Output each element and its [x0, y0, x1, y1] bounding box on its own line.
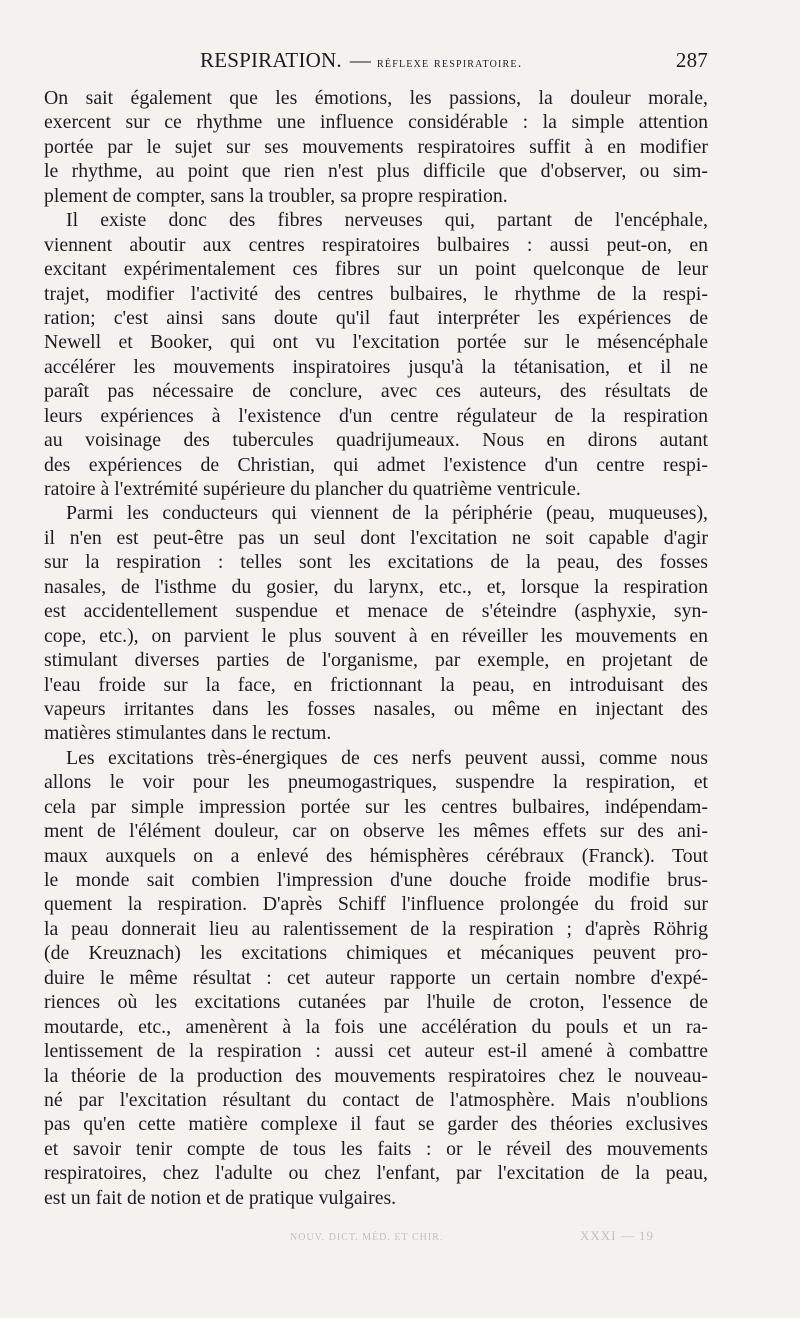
text-line: le rhythme, au point que rien n'est plus difficile que d'observer, ou sim-	[44, 160, 708, 183]
text-line: duire le même résultat : cet auteur rapporte un certain nombre d'expé-	[44, 966, 708, 989]
text-line: vapeurs irritantes dans les fosses nasales, ou même en injectant des	[44, 697, 708, 720]
text-line: Il existe donc des fibres nerveuses qui, partant de l'encéphale,	[66, 209, 708, 232]
footer-signature: NOUV. DICT. MÉD. ET CHIR.	[290, 1232, 444, 1243]
text-line: Les excitations très-énergiques de ces nerfs peuvent aussi, comme nous	[66, 746, 708, 769]
text-line: est un fait de notion et de pratique vulgaires.	[44, 1186, 397, 1209]
text-line: riences où les excitations cutanées par l'huile de croton, l'essence de	[44, 991, 708, 1014]
title-separator: —	[349, 48, 372, 72]
text-line: cela par simple impression portée sur les centres bulbaires, indépendam-	[44, 795, 708, 818]
text-line: ration; c'est ainsi sans doute qu'il faut interpréter les expériences de	[44, 306, 708, 329]
text-line: des expériences de Christian, qui admet l'existence d'un centre respi-	[44, 453, 708, 476]
text-line: matières stimulantes dans le rectum.	[44, 722, 332, 745]
text-line: accélérer les mouvements inspiratoires jusqu'à la tétanisation, et il ne	[44, 355, 708, 378]
section-title: réflexe respiratoire.	[377, 56, 523, 71]
text-line: stimulant diverses parties de l'organisme, par exemple, en projetant de	[44, 649, 708, 672]
text-line: respiratoires, chez l'adulte ou chez l'enfant, par l'excitation de la peau,	[44, 1162, 708, 1185]
running-title	[200, 48, 522, 73]
text-line: Parmi les conducteurs qui viennent de la périphérie (peau, muqueuses),	[66, 502, 708, 525]
text-line: la peau donnerait lieu au ralentissement de la respiration ; d'après Röhrig	[44, 917, 708, 940]
text-line: trajet, modifier l'activité des centres bulbaires, le rhythme de la respi-	[44, 282, 708, 305]
body-text	[44, 86, 708, 1210]
text-line: excitant expérimentalement ces fibres sur un point quelconque de leur	[44, 258, 708, 281]
text-line: nasales, de l'isthme du gosier, du larynx, etc., et, lorsque la respiration	[44, 575, 708, 598]
text-line: Newell et Booker, qui ont vu l'excitation portée sur le mésencéphale	[44, 331, 708, 354]
text-line: viennent aboutir aux centres respiratoires bulbaires : aussi peut-on, en	[44, 233, 708, 256]
text-line: paraît pas nécessaire de conclure, avec ces auteurs, des résultats de	[44, 380, 708, 403]
text-line: ratoire à l'extrémité supérieure du plancher du quatrième ventricule.	[44, 478, 581, 500]
text-line: allons le voir pour les pneumogastriques, suspendre la respiration, et	[44, 771, 708, 794]
text-line: sur la respiration : telles sont les excitations de la peau, des fosses	[44, 551, 708, 574]
page-number: 287	[675, 48, 708, 72]
text-line: né par l'excitation résultant du contact de l'atmosphère. Mais n'oublions	[44, 1088, 708, 1111]
text-line: plement de compter, sans la troubler, sa propre respiration.	[44, 184, 508, 207]
text-line: leurs expériences à l'existence d'un centre régulateur de la respiration	[44, 404, 708, 427]
text-line: quement la respiration. D'après Schiff l'influence prolongée du froid sur	[44, 893, 708, 916]
text-line: est accidentellement suspendue et menace de s'éteindre (asphyxie, syn-	[44, 600, 708, 623]
text-line: au voisinage des tubercules quadrijumeaux. Nous en dirons autant	[44, 429, 708, 452]
text-line: le monde sait combien l'impression d'une douche froide modifie brus-	[44, 869, 708, 891]
footer-volume-mark: XXXI — 19	[580, 1228, 654, 1243]
text-line: moutarde, etc., amenèrent à la fois une accélération du pouls et un ra-	[44, 1015, 708, 1038]
chapter-title: RESPIRATION.	[200, 48, 342, 72]
text-line: l'eau froide sur la face, en frictionnant la peau, en introduisant des	[44, 673, 708, 696]
text-line: il n'en est peut-être pas un seul dont l'excitation ne soit capable d'agir	[44, 526, 708, 549]
text-line: et savoir tenir compte de tous les faits : or le réveil des mouvements	[44, 1137, 708, 1160]
text-line: maux auxquels on a enlevé des hémisphères cérébraux (Franck). Tout	[44, 844, 708, 867]
text-line: lentissement de la respiration : aussi cet auteur est-il amené à combattre	[44, 1040, 708, 1063]
text-line: (de Kreuznach) les excitations chimiques et mécaniques peuvent pro-	[44, 942, 708, 965]
text-line: la théorie de la production des mouvements respiratoires chez le nouveau-	[44, 1064, 708, 1087]
text-line: cope, etc.), on parvient le plus souvent à en réveiller les mouvements en	[44, 624, 708, 647]
running-header	[44, 48, 708, 78]
text-line: On sait également que les émotions, les passions, la douleur morale,	[44, 87, 708, 109]
text-line: portée par le sujet sur ses mouvements respiratoires suffit à en modifier	[44, 135, 708, 158]
text-line: exercent sur ce rhythme une influence considérable : la simple attention	[44, 111, 708, 134]
text-line: ment de l'élément douleur, car on observe les mêmes effets sur des ani-	[44, 820, 708, 843]
text-line: pas qu'en cette matière complexe il faut se garder des théories exclusives	[44, 1113, 708, 1136]
